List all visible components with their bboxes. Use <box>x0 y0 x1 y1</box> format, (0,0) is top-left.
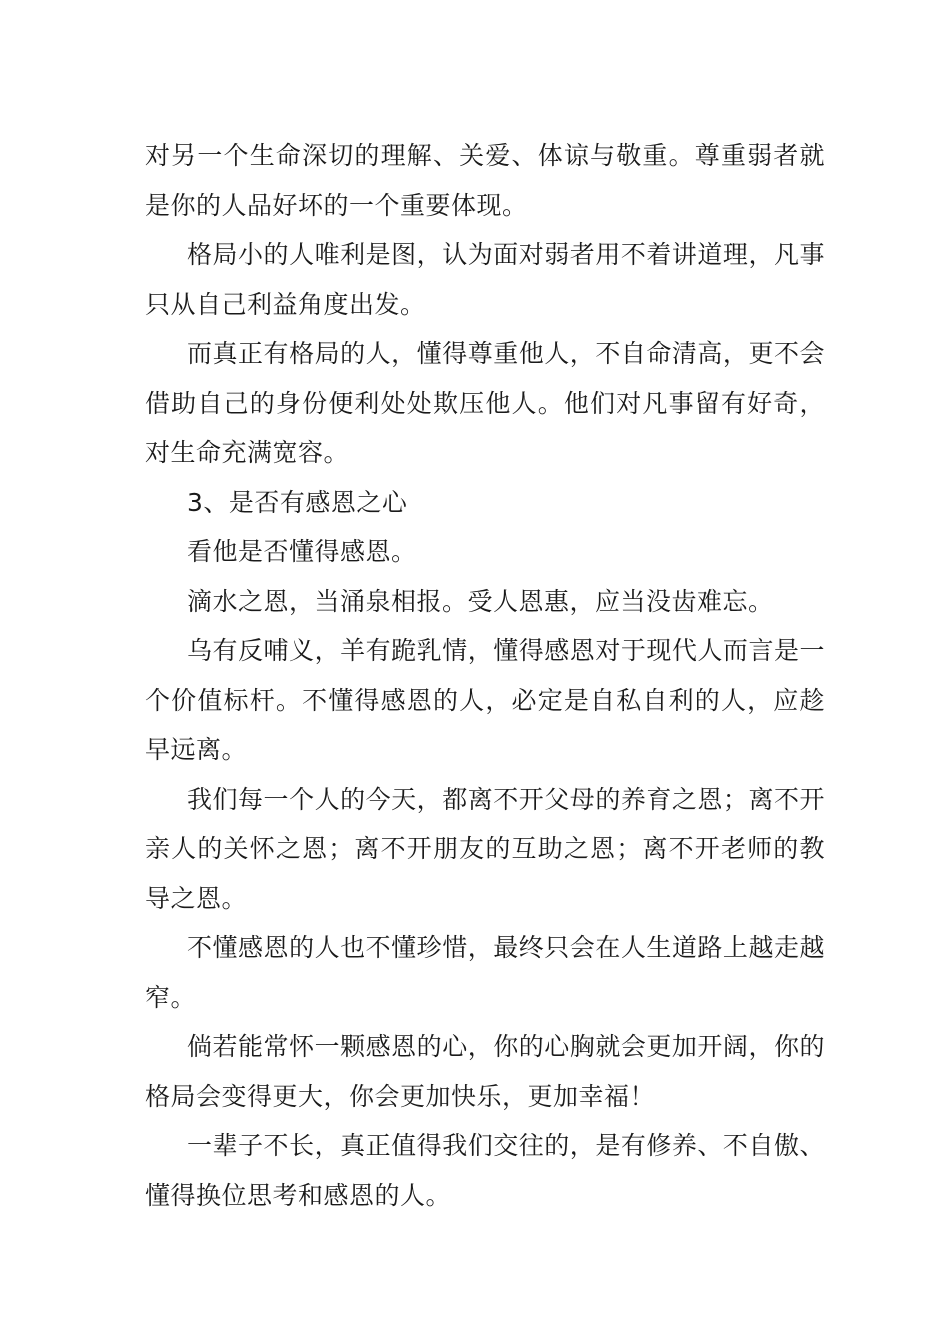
paragraph-continuation: 对另一个生命深切的理解、关爱、体谅与敬重。尊重弱者就是你的人品好坏的一个重要体现。 <box>145 141 825 220</box>
paragraph: 不懂感恩的人也不懂珍惜，最终只会在人生道路上越走越窄。 <box>145 933 825 1012</box>
section-heading: 3、是否有感恩之心 <box>187 487 408 517</box>
paragraph: 看他是否懂得感恩。 <box>187 537 417 566</box>
paragraph: 乌有反哺义，羊有跪乳情，懂得感恩对于现代人而言是一个价值标杆。不懂得感恩的人，必定是自私自利的人，应趁早远离。 <box>145 636 825 764</box>
paragraph: 格局小的人唯利是图，认为面对弱者用不着讲道理，凡事只从自己利益角度出发。 <box>145 240 825 319</box>
paragraph: 我们每一个人的今天，都离不开父母的养育之恩；离不开亲人的关怀之恩；离不开朋友的互助之恩；离不开老师的教导之恩。 <box>145 784 825 913</box>
paragraph: 而真正有格局的人，懂得尊重他人，不自命清高，更不会借助自己的身份便利处处欺压他人。他们对凡事留有好奇，对生命充满宽容。 <box>145 339 825 467</box>
document-body <box>145 131 825 1220</box>
paragraph: 滴水之恩，当涌泉相报。受人恩惠，应当没齿难忘。 <box>187 586 774 616</box>
paragraph: 一辈子不长，真正值得我们交往的，是有修养、不自傲、懂得换位思考和感恩的人。 <box>145 1131 825 1210</box>
paragraph: 倘若能常怀一颗感恩的心，你的心胸就会更加开阔，你的格局会变得更大，你会更加快乐，更加幸福！ <box>145 1032 825 1111</box>
